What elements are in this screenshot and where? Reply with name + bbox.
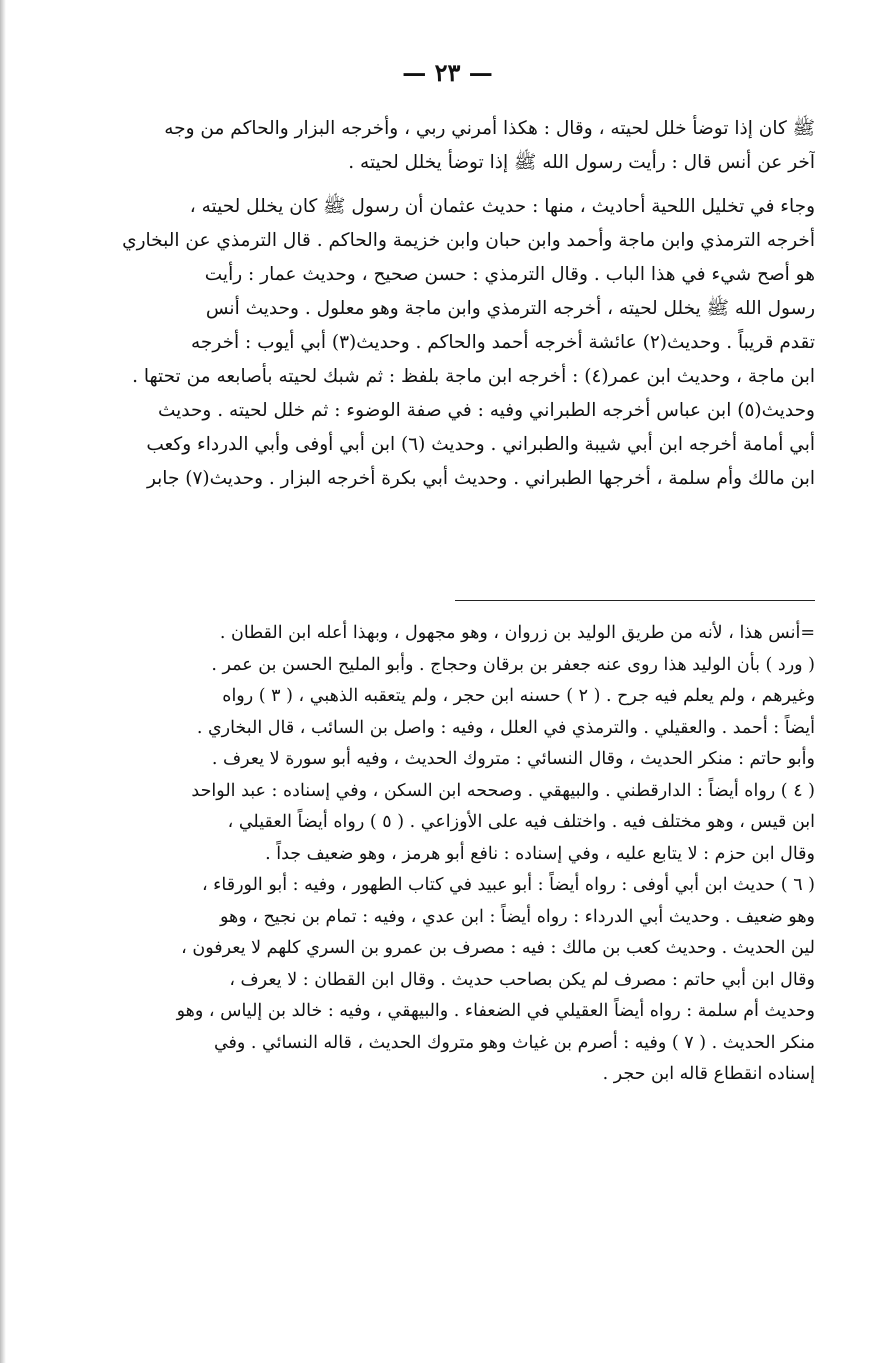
footnote-line: إسناده انقطاع قاله ابن حجر . [602, 1064, 815, 1084]
main-line: هو أصح شيء في هذا الباب . وقال الترمذي : حسن صحيح ، وحديث عمار : رأيت [204, 264, 815, 285]
footnote-line: ابن قيس ، وهو مختلف فيه . واختلف فيه على الأوزاعي . ( ٥ ) رواه أيضاً العقيلي ، [227, 812, 815, 832]
main-line: رسول الله ﷺ يخلل لحيته ، أخرجه الترمذي وابن ماجة وهو معلول . وحديث أنس [205, 298, 815, 319]
footnotes [115, 618, 815, 1091]
main-text [115, 112, 815, 496]
footnote-line: أيضاً : أحمد . والعقيلي . والترمذي في العلل ، وفيه : واصل بن السائب ، قال البخاري . [196, 717, 815, 738]
footnote-line: وأبو حاتم : منكر الحديث ، وقال النسائي : متروك الحديث ، وفيه أبو سورة لا يعرف . [211, 749, 815, 769]
main-line: ﷺ كان إذا توضأ خلل لحيته ، وقال : هكذا أمرني ربي ، وأخرجه البزار والحاكم من وجه [164, 118, 815, 139]
main-line: آخر عن أنس قال : رأيت رسول الله ﷺ إذا توضأ يخلل لحيته . [348, 152, 815, 173]
main-line: وحديث(٥) ابن عباس أخرجه الطبراني وفيه : في صفة الوضوء : ثم خلل لحيته . وحديث [157, 400, 815, 421]
footnote-line: لين الحديث . وحديث كعب بن مالك : فيه : مصرف بن عمرو بن السري كلهم لا يعرفون ، [181, 938, 815, 958]
footnote-line: وغيرهم ، ولم يعلم فيه جرح . ( ٢ ) حسنه ابن حجر ، ولم يتعقبه الذهبي ، ( ٣ ) رواه [222, 686, 815, 706]
main-line: ابن مالك وأم سلمة ، أخرجها الطبراني . وحديث أبي بكرة أخرجه البزار . وحديث(٧) جابر [146, 468, 815, 489]
main-line: أخرجه الترمذي وابن ماجة وأحمد وابن حبان وابن خزيمة والحاكم . قال الترمذي عن البخاري [122, 230, 815, 251]
main-line: وجاء في تخليل اللحية أحاديث ، منها : حديث عثمان أن رسول ﷺ كان يخلل لحيته ، [189, 196, 815, 217]
footnote-divider [455, 600, 815, 601]
footnote-line: وحديث أم سلمة : رواه أيضاً العقيلي في الضعفاء . والبيهقي ، وفيه : خالد بن إلياس ، وهو [176, 1001, 815, 1021]
footnote-line: =أنس هذا ، لأنه من طريق الوليد بن زروان ، وهو مجهول ، وبهذا أعله ابن القطان . [219, 623, 815, 643]
main-line: أبي أمامة أخرجه ابن أبي شيبة والطبراني . وحديث (٦) ابن أبي أوفى وأبي الدرداء وكعب [146, 434, 815, 455]
footnote-line: وقال ابن حزم : لا يتابع عليه ، وفي إسناده : نافع أبو هرمز ، وهو ضعيف جداً . [265, 843, 815, 864]
page-edge-shadow [0, 0, 6, 1363]
footnote-line: ( ٤ ) رواه أيضاً : الدارقطني . والبيهقي . وصححه ابن السكن ، وفي إسناده : عبد الواحد [191, 780, 815, 801]
footnote-line: ( ٦ ) حديث ابن أبي أوفى : رواه أيضاً : أبو عبيد في كتاب الطهور ، وفيه : أبو الورقاء ، [201, 875, 815, 895]
footnote-line: وهو ضعيف . وحديث أبي الدرداء : رواه أيضاً : ابن عدي ، وفيه : تمام بن نجيح ، وهو [219, 906, 815, 927]
footnote-line: ( ورد ) بأن الوليد هذا روى عنه جعفر بن برقان وحجاج . وأبو المليح الحسن بن عمر . [211, 654, 815, 675]
main-line: ابن ماجة ، وحديث ابن عمر(٤) : أخرجه ابن ماجة بلفظ : ثم شبك لحيته بأصابعه من تحتها . [132, 366, 815, 387]
page-number: — ٢٣ — [402, 58, 493, 87]
footnote-line: منكر الحديث . ( ٧ ) وفيه : أصرم بن غياث وهو متروك الحديث ، قاله النسائي . وفي [213, 1032, 815, 1053]
main-line: تقدم قريباً . وحديث(٢) عائشة أخرجه أحمد والحاكم . وحديث(٣) أبي أيوب : أخرجه [191, 332, 815, 353]
footnote-line: وقال ابن أبي حاتم : مصرف لم يكن بصاحب حديث . وقال ابن القطان : لا يعرف ، [229, 969, 815, 990]
